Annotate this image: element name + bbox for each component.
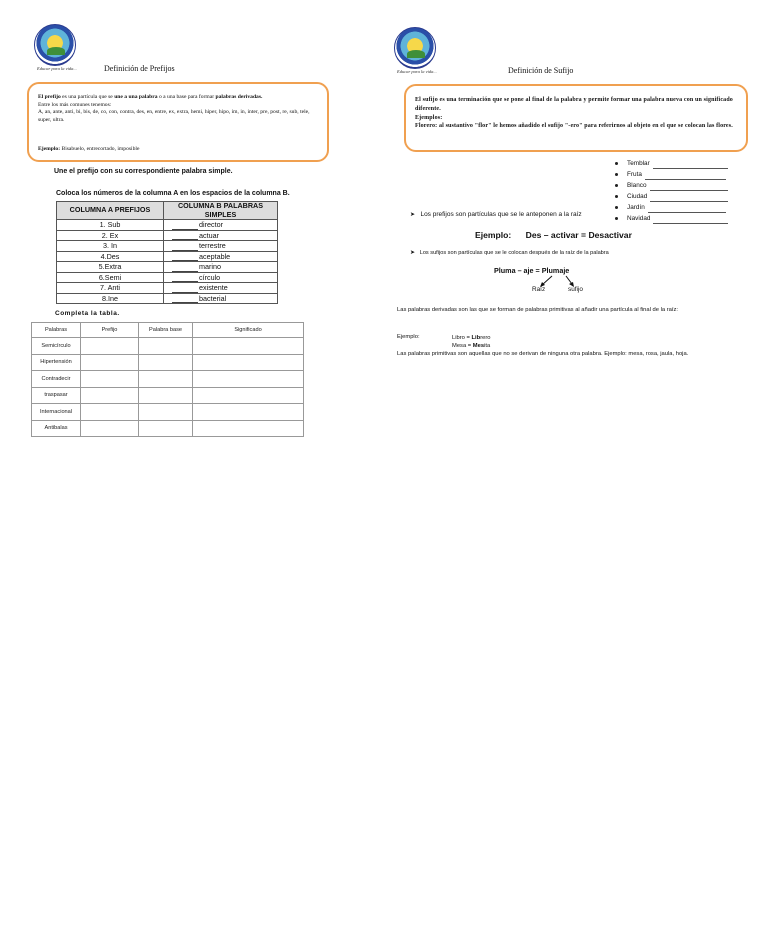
prefix-answer-cell[interactable]	[81, 387, 139, 404]
bullet-icon	[615, 195, 618, 198]
prefix-note: ➤ Los prefijos son partículas que se le anteponen a la raíz	[410, 211, 582, 218]
word-list-item	[615, 202, 728, 213]
word-list-item	[615, 213, 728, 224]
word-text: Temblar	[627, 160, 650, 167]
word-label: traspasar	[32, 387, 81, 404]
word-cell[interactable]	[164, 262, 278, 273]
meaning-answer-cell[interactable]	[193, 371, 304, 388]
simple-word: actuar	[199, 230, 219, 240]
word-cell[interactable]	[164, 241, 278, 252]
matching-table	[56, 201, 278, 304]
word-list	[615, 158, 728, 224]
word-list-item	[615, 180, 728, 191]
base-answer-cell[interactable]	[139, 371, 193, 388]
prefix-cell: 2. Ex	[57, 230, 164, 241]
prefix-example-desactivar: Ejemplo: Des – activar = Desactivar	[475, 230, 632, 240]
prefix-cell: 1. Sub	[57, 220, 164, 231]
page-title-prefijos: Definición de Prefijos	[104, 64, 175, 73]
base-answer-cell[interactable]	[139, 338, 193, 355]
arrow-bullet-icon: ➤	[410, 211, 416, 218]
answer-line[interactable]	[648, 205, 726, 213]
word-text: Fruta	[627, 171, 642, 178]
header-palabra-base: Palabra base	[139, 323, 193, 338]
derived-examples: Libro = Librero Mesa = Mesita	[452, 335, 491, 349]
prefix-definition: El prefijo es una partícula que se une a una palabra o a una base para formar palabras derivadas. Entre los más comunes tenemos: A, an, ante, anti, bi, bis, de, co, con, contra, des, en, entre, ex, extra, hemi, hiper, hipo, im, in, inter, pre, post, re, sub, tele, super, ultra.	[38, 94, 310, 123]
words-row	[32, 420, 304, 437]
match-row	[57, 283, 278, 294]
prefix-definition-box	[27, 82, 329, 162]
match-row	[57, 220, 278, 231]
pluma-equation: Pluma – aje = Plumaje	[494, 266, 570, 275]
suffix-definition-box	[404, 84, 748, 152]
word-label: Hipertensión	[32, 354, 81, 371]
prefix-answer-cell[interactable]	[81, 338, 139, 355]
bullet-icon	[615, 206, 618, 209]
prefix-answer-cell[interactable]	[81, 371, 139, 388]
simple-word: círculo	[199, 272, 221, 282]
prefix-answer-cell[interactable]	[81, 420, 139, 437]
simple-word: marino	[199, 262, 221, 271]
word-label: Semicírculo	[32, 338, 81, 355]
match-row	[57, 230, 278, 241]
page-title-sufijo: Definición de Sufijo	[508, 66, 574, 75]
word-text: Navidad	[627, 215, 651, 222]
meaning-answer-cell[interactable]	[193, 420, 304, 437]
answer-line[interactable]	[653, 161, 728, 169]
logo-tagline-right: Educar para la vida...	[397, 69, 437, 74]
base-answer-cell[interactable]	[139, 354, 193, 371]
answer-blank[interactable]	[172, 264, 198, 272]
simple-word: terrestre	[199, 241, 226, 250]
prefix-cell: 5.Extra	[57, 262, 164, 273]
word-cell[interactable]	[164, 251, 278, 262]
word-cell[interactable]	[164, 272, 278, 283]
school-logo	[34, 24, 76, 66]
match-row	[57, 251, 278, 262]
meaning-answer-cell[interactable]	[193, 404, 304, 421]
words-row	[32, 371, 304, 388]
logo-tagline: Educar para la vida...	[37, 66, 77, 71]
prefix-cell: 8.Ine	[57, 293, 164, 304]
answer-blank[interactable]	[172, 222, 198, 230]
word-list-item	[615, 191, 728, 202]
base-answer-cell[interactable]	[139, 404, 193, 421]
words-row	[32, 404, 304, 421]
simple-word: bacterial	[199, 293, 227, 303]
words-row	[32, 387, 304, 404]
word-label: Contradecir	[32, 371, 81, 388]
word-label: Antibalas	[32, 420, 81, 437]
words-table	[31, 322, 304, 437]
meaning-answer-cell[interactable]	[193, 387, 304, 404]
word-list-item	[615, 158, 728, 169]
answer-blank[interactable]	[172, 295, 198, 303]
words-row	[32, 338, 304, 355]
instruction-une: Une el prefijo con su correspondiente palabra simple.	[54, 168, 233, 175]
bullet-icon	[615, 173, 618, 176]
match-row	[57, 293, 278, 304]
base-answer-cell[interactable]	[139, 420, 193, 437]
prefix-example: Ejemplo: Bisabuelo, entrecortado, imposible	[38, 146, 140, 152]
word-text: Jardín	[627, 204, 645, 211]
word-text: Blanco	[627, 182, 647, 189]
word-cell[interactable]	[164, 283, 278, 294]
arrow-bullet-icon: ➤	[410, 249, 416, 256]
answer-blank[interactable]	[172, 243, 198, 251]
header-significado: Significado	[193, 323, 304, 338]
base-answer-cell[interactable]	[139, 387, 193, 404]
prefix-cell: 3. In	[57, 241, 164, 252]
answer-blank[interactable]	[172, 253, 198, 261]
bullet-icon	[615, 217, 618, 220]
answer-blank[interactable]	[172, 285, 198, 293]
meaning-answer-cell[interactable]	[193, 338, 304, 355]
prefix-answer-cell[interactable]	[81, 404, 139, 421]
bullet-icon	[615, 184, 618, 187]
answer-line[interactable]	[653, 216, 728, 224]
bullet-icon	[615, 162, 618, 165]
column-b-header: COLUMNA B PALABRAS SIMPLES	[164, 202, 278, 220]
header-palabras: Palabras	[32, 323, 81, 338]
primitive-words-definition: Las palabras primitivas son aquellas que no se derivan de ninguna otra palabra. Ejemplo: mesa, rosa, jaula, hoja.	[397, 351, 689, 357]
suffix-definition: El sufijo es una terminación que se pone al final de la palabra y permite formar una palabra nueva con un significado diferente. Ejemplos: Florero: al sustantivo "flor" le hemos añadido el sufijo "-ero" para referirnos al objeto en el que se colocan las flores.	[415, 97, 733, 130]
label-sufijo: sufijo	[568, 286, 583, 293]
simple-word: existente	[199, 283, 228, 292]
word-list-item	[615, 169, 728, 180]
word-cell[interactable]	[164, 220, 278, 231]
instruction-coloca: Coloca los números de la columna A en los espacios de la columna B.	[56, 190, 290, 197]
match-row	[57, 241, 278, 252]
header-prefijo: Prefijo	[81, 323, 139, 338]
prefix-cell: 4.Des	[57, 251, 164, 262]
answer-blank[interactable]	[172, 274, 198, 282]
word-cell[interactable]	[164, 293, 278, 304]
label-raiz: Raíz	[532, 286, 546, 293]
word-cell[interactable]	[164, 230, 278, 241]
word-text: Ciudad	[627, 193, 648, 200]
answer-line[interactable]	[650, 194, 728, 202]
prefix-cell: 7. Anti	[57, 283, 164, 294]
simple-word: director	[199, 220, 223, 229]
words-row	[32, 354, 304, 371]
match-row	[57, 262, 278, 273]
column-a-header: COLUMNA A PREFIJOS	[57, 202, 164, 220]
meaning-answer-cell[interactable]	[193, 354, 304, 371]
simple-word: aceptable	[199, 251, 231, 261]
answer-line[interactable]	[645, 172, 726, 180]
answer-line[interactable]	[650, 183, 728, 191]
suffix-note: ➤ Los sufijos son partículas que se le colocan después de la raíz de la palabra	[410, 249, 609, 256]
match-row	[57, 272, 278, 283]
prefix-answer-cell[interactable]	[81, 354, 139, 371]
school-logo-right	[394, 27, 436, 69]
word-label: Internacional	[32, 404, 81, 421]
answer-blank[interactable]	[172, 232, 198, 240]
prefix-cell: 6.Semi	[57, 272, 164, 283]
derived-words-definition: Las palabras derivadas son las que se forman de palabras primitivas al añadir una partícula al final de la raíz:	[397, 307, 678, 313]
instruction-completa: Completa la tabla.	[55, 310, 120, 317]
derived-example-label: Ejemplo:	[397, 334, 420, 340]
